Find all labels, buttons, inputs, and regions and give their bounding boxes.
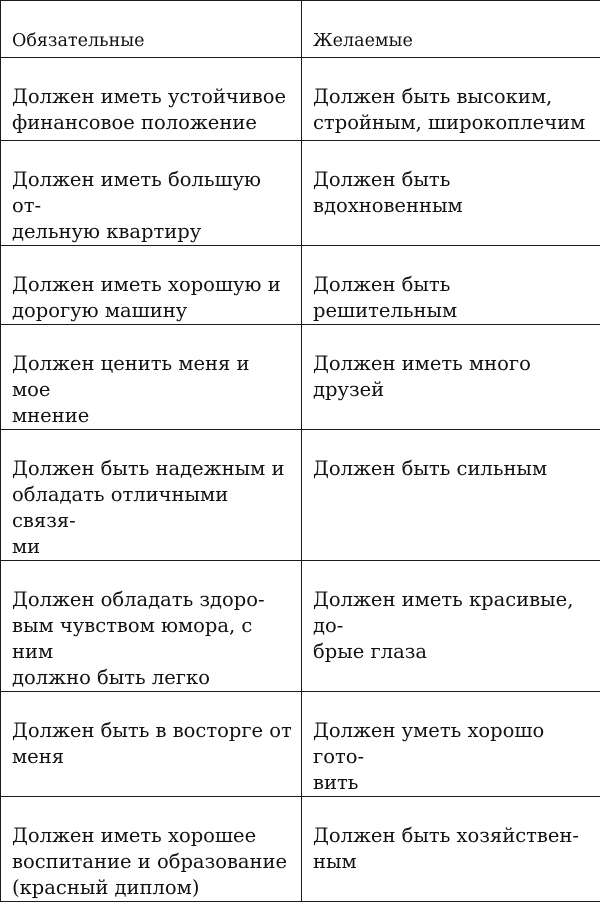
table-row (1, 561, 600, 692)
table-cell-required (1, 325, 302, 430)
cell-text: Должен быть высоким, стройным, широкоплечим (313, 84, 592, 136)
cell-text: Должен быть решительным (313, 272, 592, 324)
table-row (1, 692, 600, 797)
table-cell-desired (302, 692, 600, 797)
header-cell-desired (302, 1, 600, 58)
table-cell-desired (302, 141, 600, 246)
header-label-required: Обязательные (12, 29, 293, 53)
table-cell-desired (302, 797, 600, 902)
table-row (1, 797, 600, 902)
table-header-row (1, 1, 600, 58)
table-cell-required (1, 141, 302, 246)
cell-text: Должен быть сильным (313, 456, 592, 482)
header-cell-required (1, 1, 302, 58)
table-cell-required (1, 692, 302, 797)
header-label-desired: Желаемые (313, 29, 592, 53)
table-row (1, 141, 600, 246)
table-cell-desired (302, 58, 600, 141)
cell-text: Должен иметь устойчивое финансовое положение (12, 84, 293, 136)
table-cell-desired (302, 246, 600, 325)
cell-text: Должен обладать здоро- вым чувством юмора, с ним должно быть легко (12, 587, 293, 691)
cell-text: Должен иметь много друзей (313, 351, 592, 403)
table-cell-required (1, 246, 302, 325)
cell-text: Должен иметь большую от- дельную квартиру (12, 167, 293, 245)
table-cell-required (1, 58, 302, 141)
table-row (1, 58, 600, 141)
table-cell-required (1, 797, 302, 902)
table-cell-required (1, 430, 302, 561)
table-cell-desired (302, 430, 600, 561)
cell-text: Должен иметь хорошее воспитание и образование (красный диплом) (12, 823, 293, 901)
table-cell-required (1, 561, 302, 692)
cell-text: Должен уметь хорошо гото- вить (313, 718, 592, 796)
table-row (1, 430, 600, 561)
cell-text: Должен быть в восторге от меня (12, 718, 293, 770)
cell-text: Должен иметь хорошую и дорогую машину (12, 272, 293, 324)
cell-text: Должен иметь красивые, до- брые глаза (313, 587, 592, 665)
table-cell-desired (302, 561, 600, 692)
table-row (1, 246, 600, 325)
table-row (1, 325, 600, 430)
cell-text: Должен быть хозяйствен- ным (313, 823, 592, 875)
table-cell-desired (302, 325, 600, 430)
cell-text: Должен быть вдохновенным (313, 167, 592, 219)
cell-text: Должен ценить меня и мое мнение (12, 351, 293, 429)
cell-text: Должен быть надежным и обладать отличными связя- ми (12, 456, 293, 560)
